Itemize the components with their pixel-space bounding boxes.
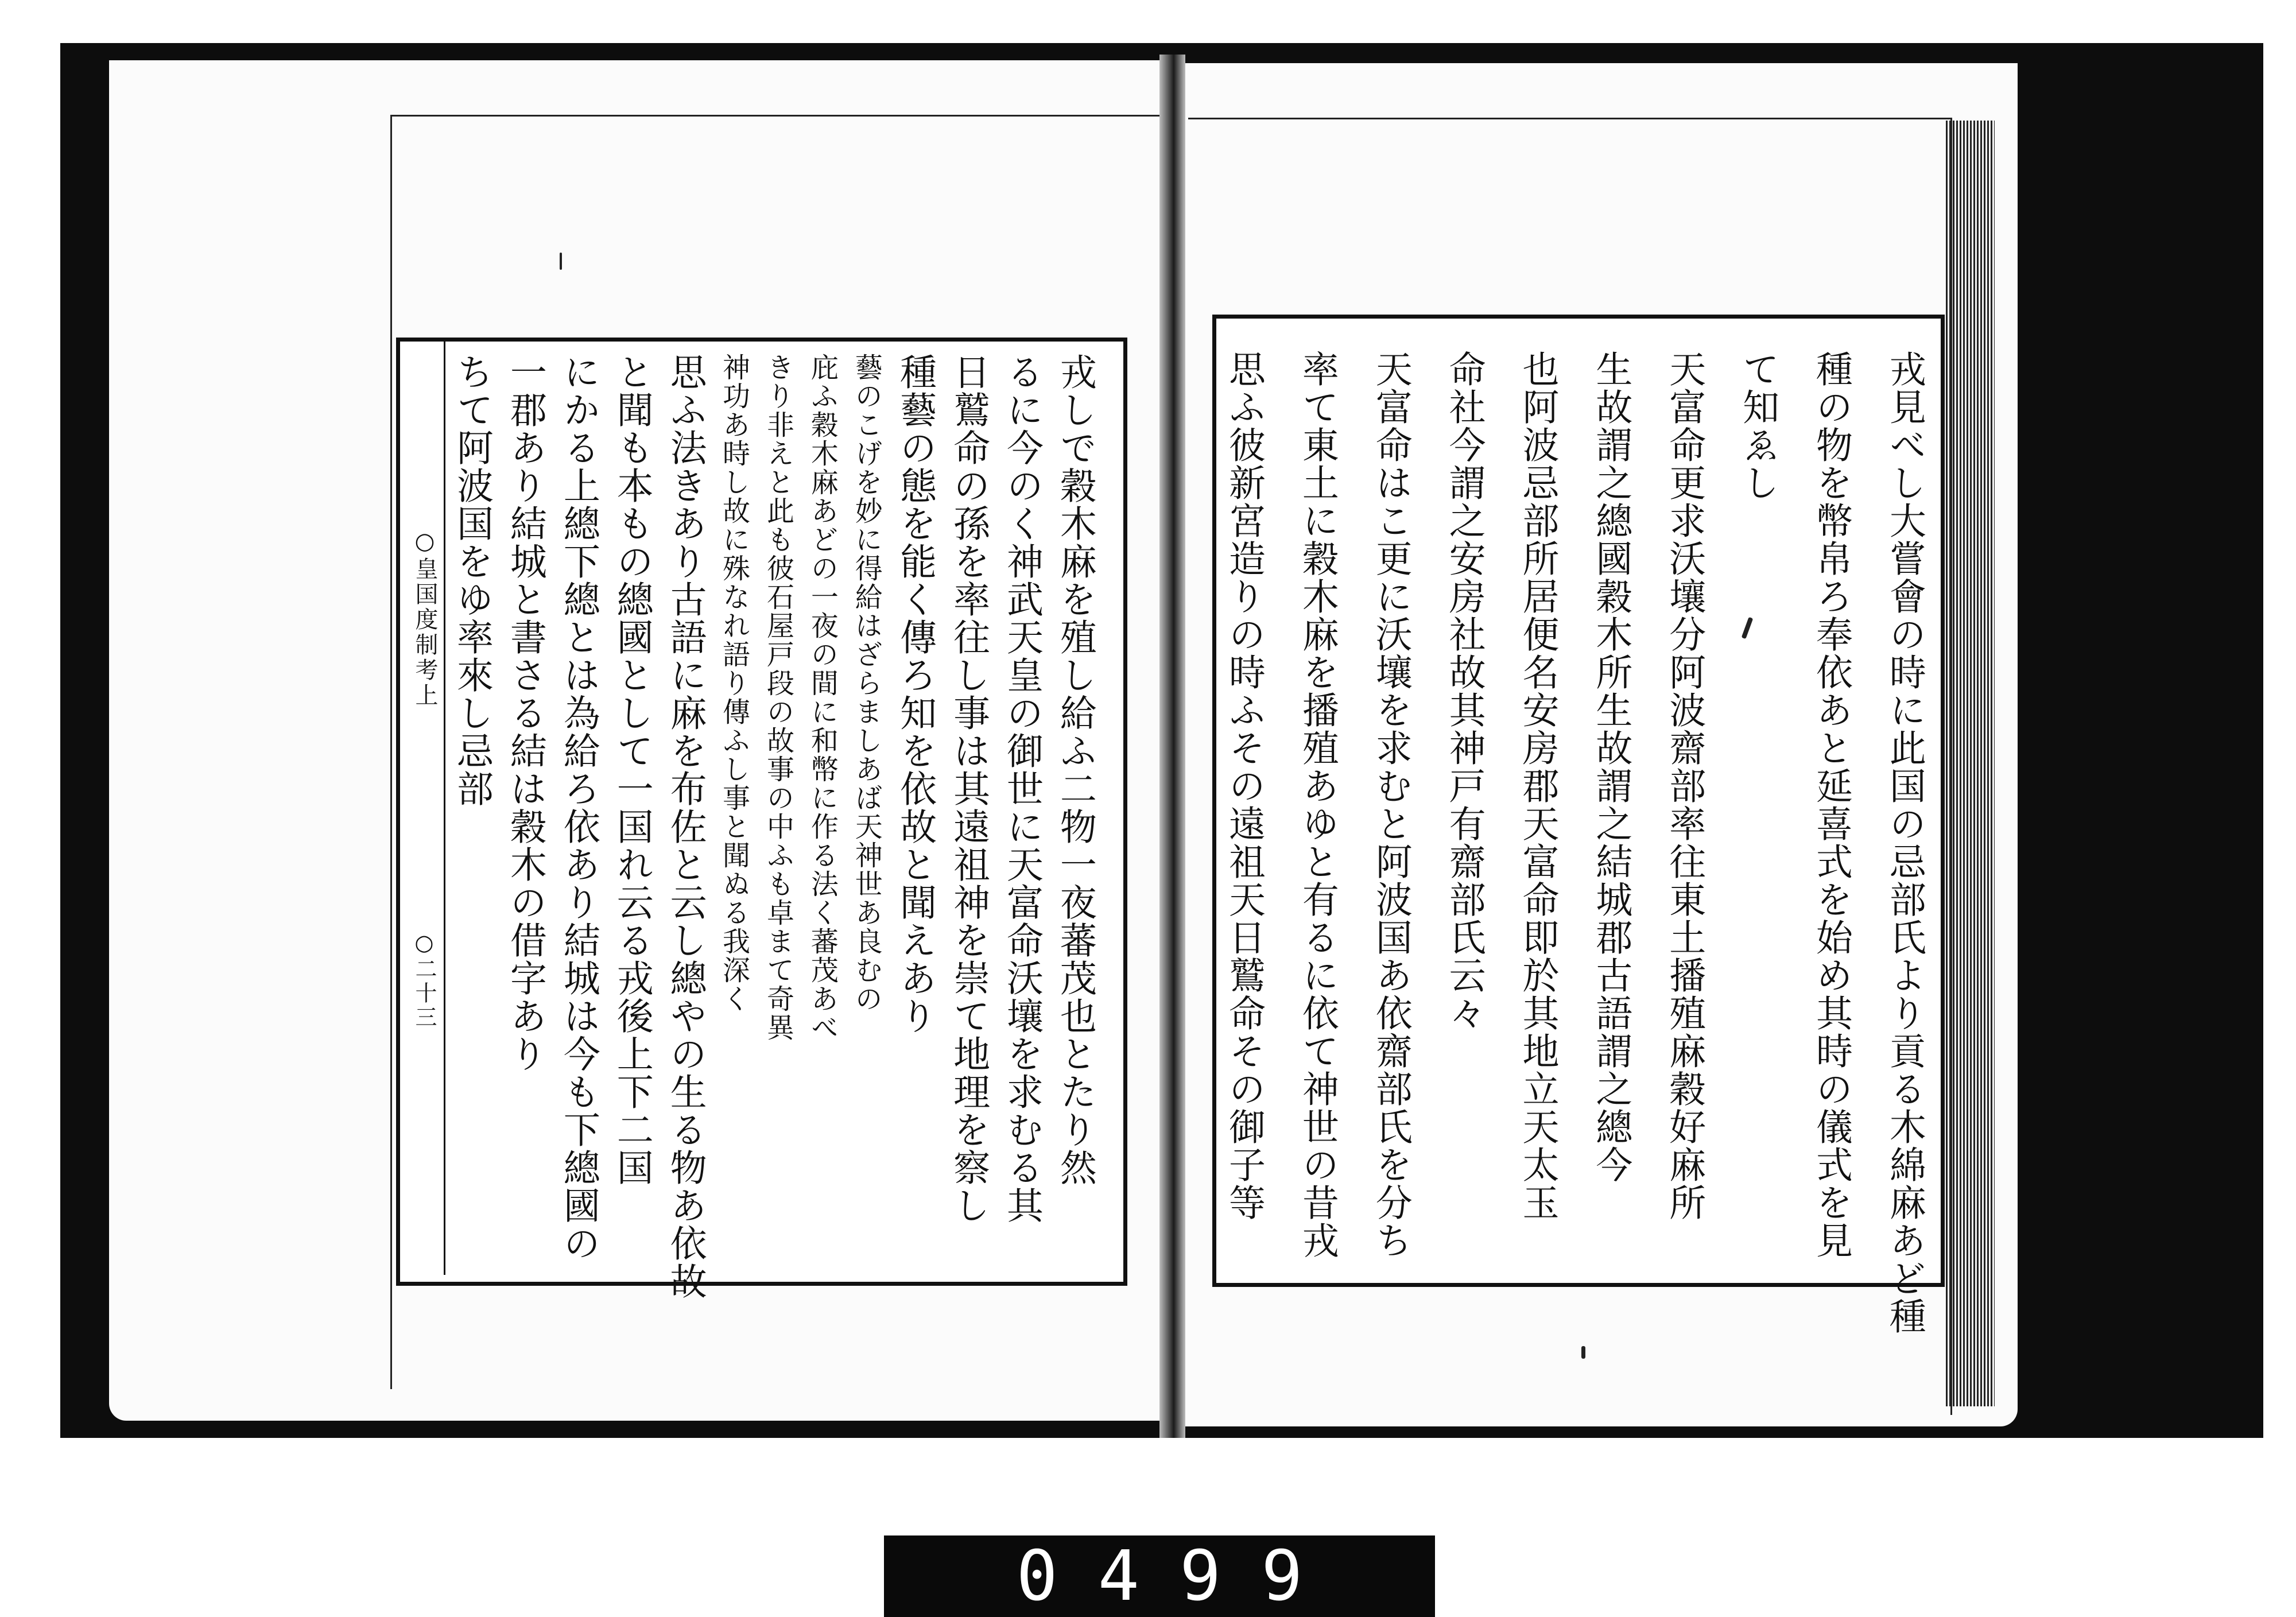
text-column: と聞も本もの總國として一国れ云る戎後上下二国 bbox=[610, 353, 653, 1186]
frame-number-strip bbox=[884, 1535, 1435, 1617]
left-margin-column bbox=[399, 342, 445, 1275]
right-leaf-top-edge bbox=[1188, 118, 1952, 119]
text-column: 生故謂之總國穀木所生故謂之結城郡古語謂之總今 bbox=[1589, 350, 1632, 1184]
text-column: 思ふ彼新宮造りの時ふその遠祖天日鷲命その御子等 bbox=[1223, 350, 1265, 1222]
text-column: きり非えと此も彼石屋戸段の故事の中ふも卓まて奇異 bbox=[762, 353, 794, 1042]
text-column: て知ゑし bbox=[1736, 350, 1779, 502]
page-number: ○二十三 bbox=[412, 930, 437, 1030]
scan-mark bbox=[1581, 1346, 1585, 1359]
left-leaf-side-edge bbox=[390, 115, 392, 1389]
scan-mark bbox=[560, 253, 562, 270]
right-page-text bbox=[1223, 350, 1926, 1335]
text-column: 也阿波忌部所居便名安房郡天富命即於其地立天太玉 bbox=[1516, 350, 1559, 1222]
text-column: ちて阿波国をゆ率來し忌部 bbox=[451, 353, 493, 808]
book-gutter bbox=[1159, 55, 1185, 1438]
text-column: 一郡あり結城と書さる結は穀木の借字あり bbox=[503, 353, 546, 1073]
text-column: 日鷲命の孫を率往し事は其遠祖神を崇て地理を察し bbox=[947, 353, 990, 1224]
text-column: 藝のこげを妙に得給はざらましあば天神世あ良むの bbox=[850, 353, 883, 1013]
page-edges bbox=[1946, 121, 1995, 1406]
text-column: 庇ふ穀木麻あどの一夜の間に和幣に作る法く蕃茂あべ bbox=[806, 353, 839, 1042]
running-head: ○皇国度制考上 bbox=[412, 528, 438, 708]
text-column: 神功あ時し故に殊なれ語り傳ふし事と聞ぬる我深く bbox=[718, 353, 750, 1013]
text-column: 天富命更求沃壤分阿波齋部率往東土播殖麻穀好麻所 bbox=[1663, 350, 1706, 1222]
text-column: 種の物を幣帛ろ奉依あと延喜式を始め其時の儀式を見 bbox=[1810, 350, 1852, 1259]
right-leaf-side-edge bbox=[1950, 118, 1952, 1415]
text-column: 天富命はこ更に沃壤を求むと阿波国あ依齋部氏を分ち bbox=[1369, 350, 1412, 1259]
text-column: 思ふ法きあり古語に麻を布佐と云し總やの生る物あ依故 bbox=[664, 353, 707, 1300]
text-column: るに今のく神武天皇の御世に天富命沃壤を求むる其 bbox=[1000, 353, 1043, 1224]
left-page-text bbox=[451, 353, 1096, 1300]
text-column: 戎しで穀木麻を殖し給ふ二物一夜蕃茂也とたり然 bbox=[1053, 353, 1096, 1186]
text-column: 命社今謂之安房社故其神戸有齋部氏云々 bbox=[1442, 350, 1486, 1032]
left-leaf-top-edge bbox=[390, 115, 1159, 117]
text-column: にかる上總下總とは為給ろ依あり結城は今も下總國の bbox=[557, 353, 600, 1262]
text-column: 率て東土に穀木麻を播殖あゆと有るに依て神世の昔戎 bbox=[1296, 350, 1339, 1259]
frame-number: 0499 bbox=[1016, 1536, 1343, 1616]
text-column: 戎見べし大嘗會の時に此国の忌部氏より貢る木綿麻あど種 bbox=[1883, 350, 1926, 1335]
text-column: 種藝の態を能く傳ろ知を依故と聞えあり bbox=[894, 353, 937, 1035]
